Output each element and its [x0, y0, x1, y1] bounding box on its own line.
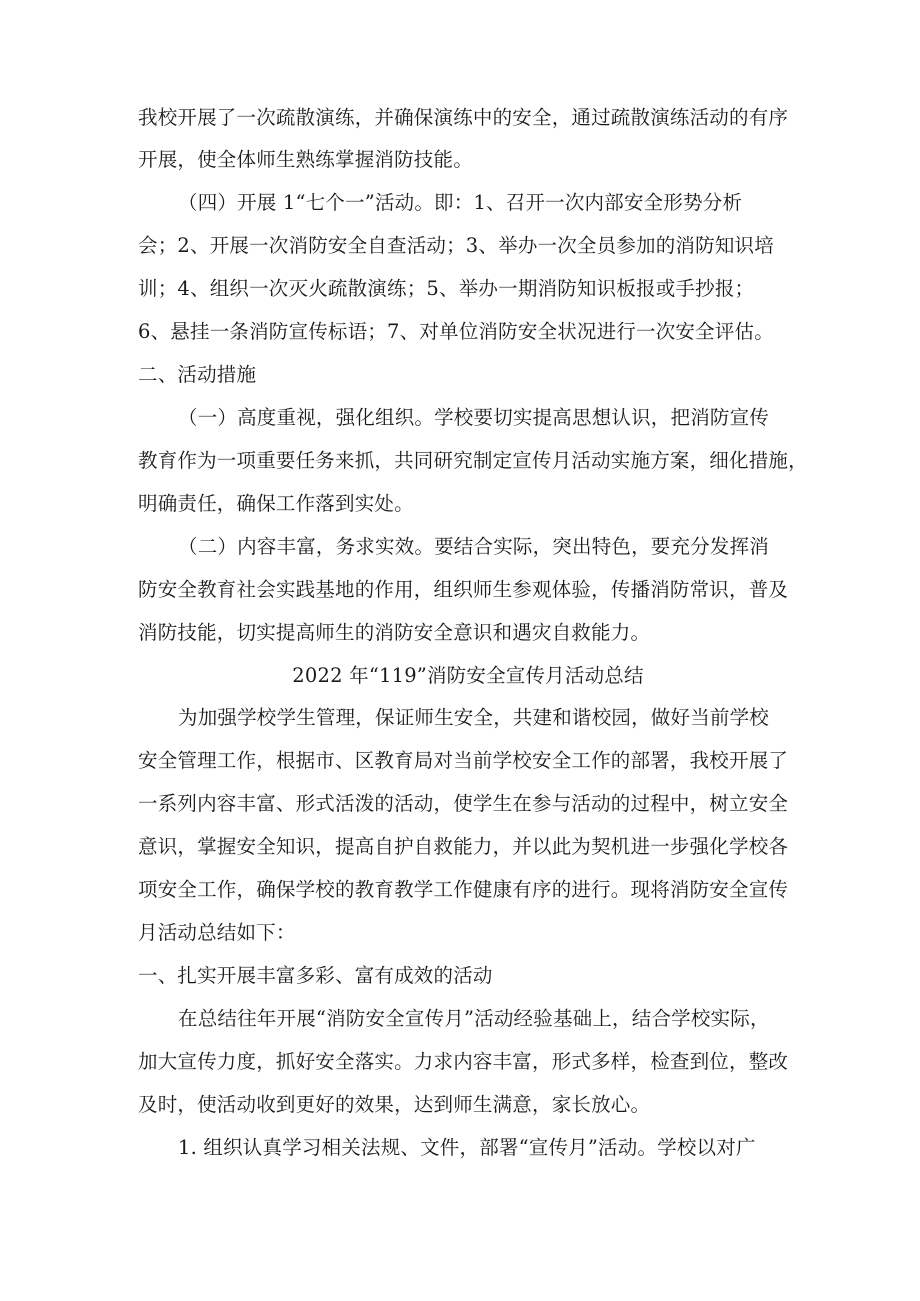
paragraph-line: （四）开展 1“七个一”活动。即：1、召开一次内部安全形势分析 — [178, 191, 743, 214]
document-title: 2022 年“119”消防安全宣传月活动总结 — [292, 664, 644, 687]
paragraph-line: 月活动总结如下： — [138, 921, 296, 944]
paragraph-line: 意识，掌握安全知识，提高自护自救能力，并以此为契机进一步强化学校各 — [138, 835, 789, 858]
paragraph-line: 防安全教育社会实践基地的作用，组织师生参观体验，传播消防常识，普及 — [138, 578, 789, 601]
paragraph-line: 明确责任，确保工作落到实处。 — [138, 492, 414, 515]
paragraph-line: 会；2、开展一次消防安全自查活动；3、举办一次全员参加的消防知识培 — [138, 234, 774, 257]
paragraph-line: 消防技能，切实提高师生的消防安全意识和遇灾自救能力。 — [138, 621, 651, 644]
paragraph-line: 一系列内容丰富、形式活泼的活动，使学生在参与活动的过程中，树立安全 — [138, 792, 789, 815]
section-heading: 二、活动措施 — [138, 363, 257, 386]
paragraph-line: 加大宣传力度，抓好安全落实。力求内容丰富，形式多样，检查到位，整改 — [138, 1050, 789, 1073]
paragraph-line: （二）内容丰富，务求实效。要结合实际，突出特色，要充分发挥消 — [178, 535, 770, 558]
paragraph-line: （一）高度重视，强化组织。学校要切实提高思想认识，把消防宣传 — [178, 406, 770, 429]
paragraph-line: 开展，使全体师生熟练掌握消防技能。 — [138, 148, 473, 171]
paragraph-line: 教育作为一项重要任务来抓，共同研究制定宣传月活动实施方案，细化措施， — [138, 449, 808, 472]
paragraph-line: 训；4、组织一次灭火疏散演练；5、举办一期消防知识板报或手抄报； — [138, 277, 755, 300]
paragraph-line: 安全管理工作，根据市、区教育局对当前学校安全工作的部署，我校开展了 — [138, 749, 789, 772]
paragraph-line: 及时，使活动收到更好的效果，达到师生满意，家长放心。 — [138, 1093, 651, 1116]
section-heading: 一、扎实开展丰富多彩、富有成效的活动 — [138, 964, 493, 987]
paragraph-line: 1. 组织认真学习相关法规、文件，部署“宣传月”活动。学校以对广 — [178, 1136, 756, 1159]
paragraph-line: 项安全工作，确保学校的教育教学工作健康有序的进行。现将消防安全宣传 — [138, 878, 789, 901]
paragraph-line: 为加强学校学生管理，保证师生安全，共建和谐校园，做好当前学校 — [178, 706, 770, 729]
paragraph-line: 我校开展了一次疏散演练，并确保演练中的安全，通过疏散演练活动的有序 — [138, 106, 789, 129]
paragraph-line: 6、悬挂一条消防宣传标语；7、对单位消防安全状况进行一次安全评估。 — [138, 320, 774, 343]
paragraph-line: 在总结往年开展“消防安全宣传月”活动经验基础上，结合学校实际， — [178, 1007, 770, 1030]
